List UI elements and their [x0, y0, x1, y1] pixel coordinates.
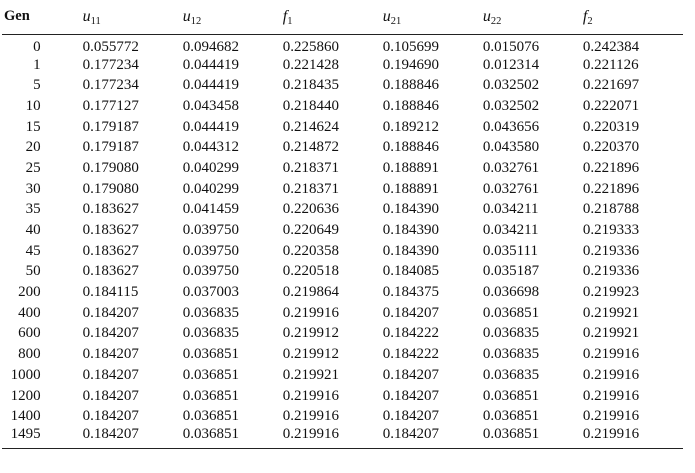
- cell-f1: 0.225860: [282, 38, 339, 55]
- cell-f1: 0.214872: [282, 139, 339, 156]
- table-row: [2, 386, 683, 407]
- cell-f1: 0.220636: [282, 201, 339, 218]
- cell-u21: 0.194690: [382, 56, 440, 73]
- cell-gen: 35: [25, 201, 41, 218]
- table-row: [2, 220, 683, 241]
- header-subscript: 12: [190, 15, 202, 27]
- cell-u21: 0.184207: [382, 387, 440, 404]
- table-row: [2, 344, 683, 365]
- cell-u21: 0.184207: [382, 408, 440, 425]
- cell-u21: 0.188846: [382, 139, 440, 156]
- cell-u11: 0.184207: [82, 366, 139, 383]
- cell-u11: 0.184207: [82, 387, 139, 404]
- cell-u21: 0.188846: [382, 77, 440, 94]
- table-row: [2, 427, 683, 449]
- cell-u22: 0.036851: [482, 304, 540, 321]
- cell-u12: 0.036835: [182, 304, 239, 321]
- cell-u11: 0.179187: [82, 118, 139, 135]
- cell-u21: 0.184222: [382, 325, 440, 342]
- cell-gen: 600: [18, 325, 41, 342]
- cell-gen: 0: [33, 38, 41, 55]
- cell-u11: 0.184115: [82, 284, 139, 301]
- header-u11: [83, 0, 183, 34]
- table-row: [2, 96, 683, 117]
- cell-f1: 0.219916: [282, 304, 339, 321]
- cell-u12: 0.036835: [182, 325, 239, 342]
- cell-u11: 0.183627: [82, 242, 139, 259]
- cell-u21: 0.184375: [382, 284, 440, 301]
- cell-gen: 45: [25, 242, 41, 259]
- cell-u11: 0.179080: [82, 180, 139, 197]
- table-row: [2, 241, 683, 262]
- cell-u11: 0.184207: [82, 408, 139, 425]
- table-row: [2, 158, 683, 179]
- cell-gen: 400: [18, 304, 41, 321]
- cell-f2: 0.219916: [582, 426, 640, 443]
- cell-f2: 0.219333: [582, 222, 640, 239]
- cell-f2: 0.219921: [582, 304, 640, 321]
- cell-u11: 0.179187: [82, 139, 139, 156]
- cell-u12: 0.044312: [182, 139, 239, 156]
- table-body: [2, 34, 683, 449]
- table-row: [2, 406, 683, 427]
- cell-f2: 0.220370: [582, 139, 640, 156]
- cell-u22: 0.036835: [482, 366, 540, 383]
- cell-u21: 0.188891: [382, 159, 440, 176]
- cell-f2: 0.220319: [582, 118, 640, 135]
- header-f2: [583, 0, 683, 34]
- cell-gen: 5: [33, 77, 41, 94]
- table-row: [2, 365, 683, 386]
- table-row: [2, 282, 683, 303]
- cell-u12: 0.044419: [182, 56, 239, 73]
- header-subscript: 21: [390, 15, 402, 27]
- cell-f2: 0.219336: [582, 242, 640, 259]
- cell-u22: 0.036851: [482, 408, 540, 425]
- cell-u11: 0.179080: [82, 159, 139, 176]
- cell-f1: 0.219916: [282, 408, 339, 425]
- cell-u11: 0.177234: [82, 77, 139, 94]
- cell-u12: 0.040299: [182, 180, 239, 197]
- cell-f1: 0.218371: [282, 180, 339, 197]
- cell-gen: 15: [25, 118, 41, 135]
- cell-u22: 0.036835: [482, 346, 540, 363]
- cell-f1: 0.218440: [282, 97, 339, 114]
- cell-gen: 200: [18, 284, 41, 301]
- cell-gen: 1000: [10, 366, 41, 383]
- cell-gen: 10: [25, 97, 41, 114]
- header-subscript: 2: [587, 15, 593, 27]
- cell-u21: 0.188846: [382, 97, 440, 114]
- table-row: [2, 34, 683, 55]
- cell-u22: 0.036851: [482, 426, 540, 443]
- cell-u22: 0.036835: [482, 325, 540, 342]
- cell-gen: 800: [18, 346, 41, 363]
- table-row: [2, 179, 683, 200]
- header-u12: [183, 0, 283, 34]
- cell-f1: 0.219916: [282, 387, 339, 404]
- cell-u22: 0.034211: [482, 222, 539, 239]
- header-gen: Gen: [4, 8, 30, 25]
- cell-f2: 0.219921: [582, 325, 640, 342]
- header-subscript: 11: [90, 15, 101, 27]
- cell-f2: 0.219916: [582, 408, 640, 425]
- cell-u11: 0.183627: [82, 263, 139, 280]
- cell-f1: 0.220649: [282, 222, 339, 239]
- cell-f1: 0.219864: [282, 284, 339, 301]
- cell-gen: 30: [25, 180, 41, 197]
- cell-gen: 1200: [10, 387, 41, 404]
- cell-u12: 0.043458: [182, 97, 239, 114]
- cell-u22: 0.043656: [482, 118, 540, 135]
- header-symbol: u: [82, 7, 91, 25]
- cell-u22: 0.035187: [482, 263, 540, 280]
- cell-u11: 0.183627: [82, 201, 139, 218]
- cell-u11: 0.183627: [82, 222, 139, 239]
- cell-gen: 40: [25, 222, 41, 239]
- cell-u12: 0.036851: [182, 426, 239, 443]
- cell-gen: 1400: [10, 408, 41, 425]
- cell-u12: 0.044419: [182, 118, 239, 135]
- header-symbol: f: [582, 7, 588, 25]
- cell-u22: 0.043580: [482, 139, 540, 156]
- header-symbol: f: [282, 7, 288, 25]
- cell-u21: 0.184207: [382, 426, 440, 443]
- cell-f1: 0.219912: [282, 346, 339, 363]
- cell-u21: 0.184207: [382, 304, 440, 321]
- cell-u21: 0.184085: [382, 263, 440, 280]
- header-f1: [283, 0, 383, 34]
- cell-f1: 0.218435: [282, 77, 339, 94]
- cell-u12: 0.094682: [182, 38, 239, 55]
- cell-f1: 0.218371: [282, 159, 339, 176]
- table-row: [2, 324, 683, 345]
- cell-u21: 0.184207: [382, 366, 440, 383]
- header-subscript: 1: [287, 15, 293, 27]
- cell-u12: 0.041459: [182, 201, 239, 218]
- cell-u12: 0.036851: [182, 408, 239, 425]
- generation-results-table: [2, 0, 683, 449]
- cell-u21: 0.184390: [382, 242, 440, 259]
- cell-f2: 0.219916: [582, 366, 640, 383]
- header-subscript: 22: [490, 15, 502, 27]
- cell-u22: 0.032502: [482, 77, 540, 94]
- cell-f2: 0.219916: [582, 387, 640, 404]
- cell-f2: 0.222071: [582, 97, 640, 114]
- table-row: [2, 262, 683, 283]
- cell-u22: 0.012314: [482, 56, 540, 73]
- cell-f1: 0.221428: [282, 56, 339, 73]
- cell-u11: 0.184207: [82, 346, 139, 363]
- cell-u12: 0.040299: [182, 159, 239, 176]
- cell-u11: 0.184207: [82, 325, 139, 342]
- header-symbol: u: [182, 7, 191, 25]
- cell-u22: 0.032502: [482, 97, 540, 114]
- cell-u12: 0.036851: [182, 366, 239, 383]
- cell-u11: 0.177234: [82, 56, 139, 73]
- cell-u21: 0.188891: [382, 180, 440, 197]
- cell-f2: 0.221126: [582, 56, 639, 73]
- cell-f2: 0.221896: [582, 159, 640, 176]
- table-row: [2, 303, 683, 324]
- cell-u22: 0.036851: [482, 387, 540, 404]
- cell-u21: 0.184390: [382, 201, 440, 218]
- cell-u11: 0.177127: [82, 97, 139, 114]
- cell-u22: 0.036698: [482, 284, 540, 301]
- cell-u21: 0.105699: [382, 38, 440, 55]
- cell-u12: 0.037003: [182, 284, 239, 301]
- cell-f1: 0.219921: [282, 366, 339, 383]
- cell-u12: 0.044419: [182, 77, 239, 94]
- cell-u21: 0.184222: [382, 346, 440, 363]
- cell-u22: 0.035111: [482, 242, 538, 259]
- header-symbol: u: [382, 7, 391, 25]
- cell-f2: 0.221697: [582, 77, 640, 94]
- cell-f1: 0.214624: [282, 118, 339, 135]
- table-row: [2, 200, 683, 221]
- cell-f2: 0.218788: [582, 201, 640, 218]
- table-header-row: [2, 0, 683, 34]
- cell-f1: 0.219912: [282, 325, 339, 342]
- cell-u22: 0.032761: [482, 180, 540, 197]
- cell-gen: 1: [33, 56, 41, 73]
- table-row: [2, 117, 683, 138]
- cell-f1: 0.220518: [282, 263, 339, 280]
- cell-gen: 1495: [10, 426, 41, 443]
- cell-u11: 0.055772: [82, 38, 139, 55]
- cell-u12: 0.039750: [182, 222, 239, 239]
- cell-u11: 0.184207: [82, 426, 139, 443]
- cell-u21: 0.189212: [382, 118, 440, 135]
- header-u21: [383, 0, 483, 34]
- cell-f2: 0.221896: [582, 180, 640, 197]
- table-row: [2, 75, 683, 96]
- cell-f1: 0.219916: [282, 426, 339, 443]
- cell-f2: 0.219923: [582, 284, 640, 301]
- cell-gen: 25: [25, 159, 41, 176]
- cell-f1: 0.220358: [282, 242, 339, 259]
- cell-u12: 0.039750: [182, 242, 239, 259]
- cell-f2: 0.219336: [582, 263, 640, 280]
- cell-u12: 0.039750: [182, 263, 239, 280]
- cell-gen: 50: [25, 263, 41, 280]
- cell-u11: 0.184207: [82, 304, 139, 321]
- cell-u22: 0.032761: [482, 159, 540, 176]
- cell-gen: 20: [25, 139, 41, 156]
- header-symbol: u: [482, 7, 491, 25]
- cell-u12: 0.036851: [182, 346, 239, 363]
- table-row: [2, 137, 683, 158]
- cell-f2: 0.242384: [582, 38, 640, 55]
- cell-f2: 0.219916: [582, 346, 640, 363]
- cell-u22: 0.015076: [482, 38, 540, 55]
- header-u22: [483, 0, 583, 34]
- cell-u22: 0.034211: [482, 201, 539, 218]
- cell-u12: 0.036851: [182, 387, 239, 404]
- cell-u21: 0.184390: [382, 222, 440, 239]
- table-row: [2, 55, 683, 76]
